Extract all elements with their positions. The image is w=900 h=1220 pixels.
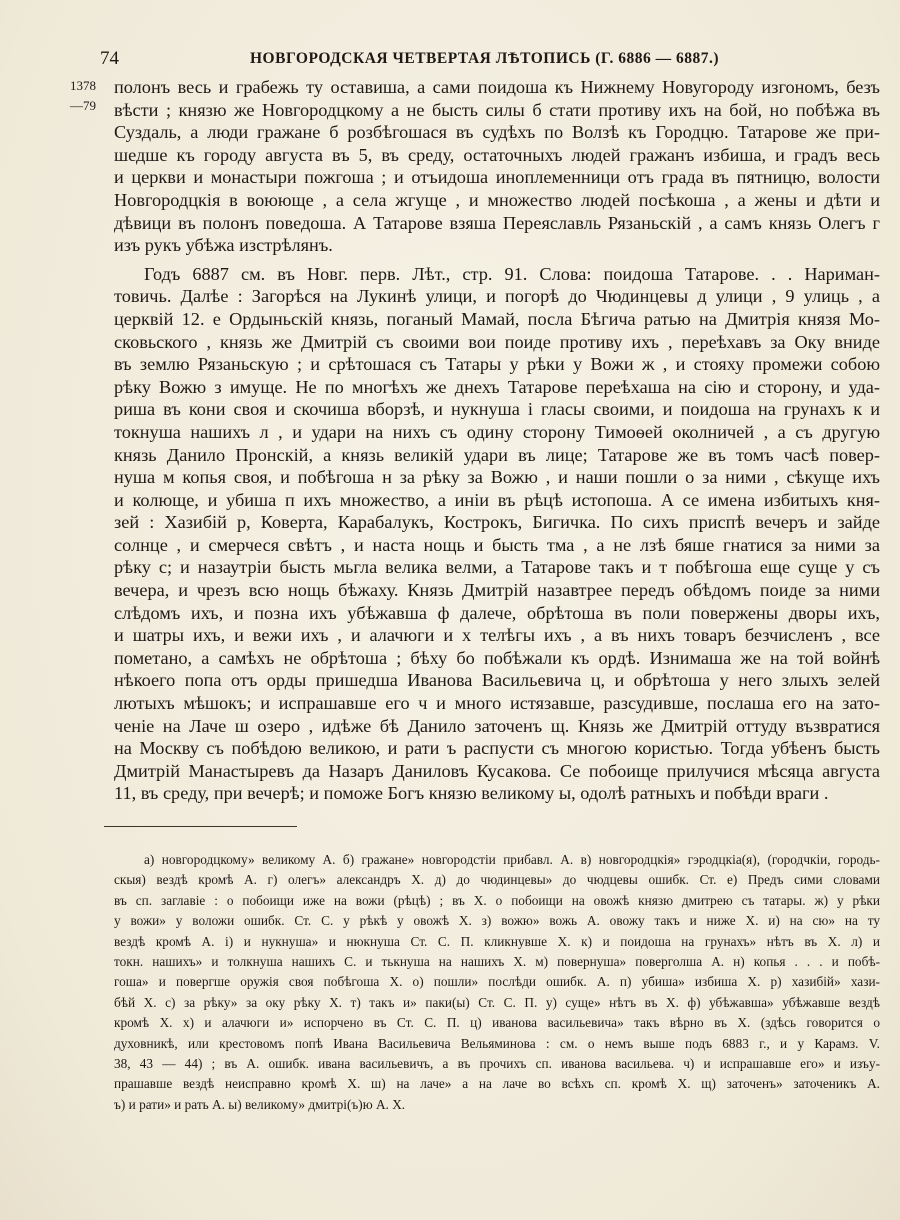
footnote-line: скыя) вездѣ кромѣ А. г) олегъ» александръ Х. д) до чюдинцевы» до чюдцевы ошибк. Ст. е) Предъ сими словами bbox=[114, 872, 880, 888]
text-line: ченіе на Лаче ш озеро , идѣже бѣ Данило заточенъ щ. Князь же Дмитрій оттуду възвратися bbox=[114, 715, 880, 736]
text-line: слѣдомъ ихъ, и позна ихъ убѣжавша ф далече, обрѣтоша въ поли повержены дворы ихъ, bbox=[114, 602, 880, 623]
text-line: нѣкоего попа отъ орды пришедша Иванова Васильевича ц, и обрѣтоша у него злыхъ зелей bbox=[114, 670, 880, 691]
text-line: зей : Хазибій р, Коверта, Карабалукъ, Кострокъ, Бигичка. По сихъ приспѣ вечеръ и зайде bbox=[114, 512, 880, 533]
footnote-line: ъ) и рати» и рать А. ы) великому» дмитрі(ъ)ю А. Х. bbox=[114, 1096, 406, 1112]
text-line: и колюще, и убиша п ихъ множество, а иніи въ рѣцѣ истопоша. А се имена избитыхъ кня- bbox=[114, 489, 880, 510]
text-line: 11, въ среду, при вечерѣ; и поможе Богъ князю великому ы, одолѣ ратныхъ и побѣди враги . bbox=[114, 783, 829, 804]
text-line: на Москву съ побѣдою великою, и рати ъ распусти съ многою користью. Тогда убѣенъ бысть bbox=[114, 738, 880, 759]
margin-year-top: 1378 bbox=[70, 78, 96, 93]
page-title: НОВГОРОДСКАЯ ЧЕТВЕРТАЯ ЛѢТОПИСЬ (Г. 6886 — 6887.) bbox=[250, 50, 720, 67]
text-line: шедше къ городу августа въ 5, въ среду, остаточныхъ людей гражанъ избиша, и градъ весь bbox=[114, 144, 880, 165]
text-line: и шатры ихъ, и вежи ихъ , и алачюги и х телѣгы ихъ , а въ нихъ товаръ безчисленъ , все bbox=[114, 625, 880, 646]
text-line: князь Данило Пронскій, а князь великій удари въ лице; Татарове же въ томъ часѣ повер- bbox=[114, 444, 880, 465]
text-line: вѣсти ; князю же Новгородцкому а не бысть силы б стати противу ихъ на бой, но побѣжа въ bbox=[114, 99, 880, 120]
text-line: рѣку с; и назаутріи бысть мьгла велика велми, а Татарове такъ и т побѣгоша еще суще у съ bbox=[114, 557, 880, 578]
text-line: риша въ кони своя и скочиша вборзѣ, и нукнуша і гласы своими, и поидоша на грунахъ к и bbox=[114, 399, 880, 420]
main-text bbox=[114, 76, 880, 805]
footnote-line: въ сп. заглавіе : о побоищи иже на вожи (рѣцѣ) ; въ Х. о побоищи на овожѣ князю дмитрею съ татары. ж) у рѣки bbox=[114, 892, 880, 908]
margin-year-bottom: —79 bbox=[70, 98, 96, 113]
text-line: лютыхъ мѣшокъ; и испрашавше его ч и много истязавше, разсудивше, послаша его на зато- bbox=[114, 693, 880, 714]
text-line: полонъ весь и грабежь ту оставиша, а сами поидоша къ Нижнему Новугороду изгономъ, безъ bbox=[114, 77, 880, 97]
text-line: нуша м копья своя, и побѣгоша н за рѣку за Вожю , и наши пошли о за ними , сѣкуще ихъ bbox=[114, 467, 880, 488]
text-line: товичь. Далѣе : Загорѣся на Лукинѣ улици, и погорѣ до Чюдинцевы д улици , 9 улиць , а bbox=[114, 286, 880, 307]
text-line: токнуша нашихъ л , и удари на нихъ съ одину сторону Тимоѳей околничей , а съ другую bbox=[114, 421, 880, 442]
text-line: Дмитрій Манастыревъ да Назаръ Даниловъ Кусакова. Се побоище прилучися мѣсяца августа bbox=[114, 760, 880, 781]
text-line: Новгородцкія в воююще , а села жгуще , и множество людей посѣкоша , а жены и дѣти и bbox=[114, 189, 880, 210]
footnote-line: 38, 43 — 44) ; въ А. ошибк. ивана васильевичъ, а въ прочихъ сп. иванова васильева. ч) и испрашавше его» и изъу- bbox=[114, 1055, 880, 1071]
text-line: вечера, и чрезъ всю нощь бѣжаху. Князь Дмитрій назавтрее передъ обѣдомъ поиде за ними bbox=[114, 580, 880, 601]
text-line: въ землю Рязаньскую ; и срѣтошася съ Татары у рѣки у Вожи ж , и стояху промежи собою bbox=[114, 354, 880, 375]
text-line: рѣку Вожю з имуще. Не по многѣхъ же днехъ Татарове переѣхаша на сію и сторону, и уда- bbox=[114, 376, 880, 397]
text-line: сковьского , князь же Дмитрій съ своими вои поиде противу ихъ , переѣхавъ за Оку вниде bbox=[114, 331, 880, 352]
text-line: Суздаль, а люди гражане б розбѣгошася въ судѣхъ по Волзѣ къ Городцю. Татарове же при- bbox=[114, 122, 880, 143]
footnote-line: духовникѣ, или крестовомъ попѣ Ивана Васильевича Вельяминова : см. о немъ выше подъ 6883 г., и у Карамз. V. bbox=[114, 1035, 880, 1051]
text-line: и церкви и монастыри пожгоша ; и отъидоша иноплеменници отъ града въ пятницю, волости bbox=[114, 167, 880, 188]
text-line: дѣвици въ полонъ поведоша. А Татарове взяша Переяславль Рязаньскій , а самъ князь Олегъ г bbox=[114, 212, 880, 233]
footnote-rule bbox=[104, 826, 297, 827]
text-line: изъ рукъ убѣжа изстрѣлянъ. bbox=[114, 235, 333, 256]
footnote-line: а) новгородцкому» великому А. б) гражане» новгородстіи прибавл. А. в) новгородцкія» гэродцкіа(я), (городчкіи, городь- bbox=[144, 852, 880, 867]
text-line: церквій 12. е Ордыньскій князь, поганый Мамай, посла Бѣгича ратью на Дмитрія князя Мо- bbox=[114, 308, 880, 329]
text-line: солнце , и смерчеся свѣтъ , и наста нощь и бысть тма , а не лзѣ бяше гнатися за ними за bbox=[114, 534, 880, 555]
page-number: 74 bbox=[100, 48, 119, 69]
footnote-line: вездѣ кромѣ А. і) и нукнуша» и нюкнуша Ст. С. П. кликнувше Х. к) и поидоша на грунахъ» нѣтъ въ Х. л) и bbox=[114, 933, 880, 949]
footnote-line: бѣй Х. с) за рѣку» за оку рѣку Х. т) такъ и» паки(ы) Ст. С. П. у) суще» нѣтъ въ Х. ф) убѣжавша» убѣжавше вездѣ bbox=[114, 994, 880, 1010]
footnote-line: прашавше вездѣ неисправно кромѣ Х. ш) на лаче» а на лаче во всѣхъ сп. кромѣ Х. щ) заточенъ» заточеникъ А. bbox=[114, 1076, 880, 1092]
running-head bbox=[100, 44, 800, 74]
footnote-line: кромѣ Х. х) и алачюги и» испорчено въ Ст. С. П. ц) иванова васильевича» такъ вѣрно въ Х. (здѣсь говорится о bbox=[114, 1015, 880, 1031]
footnote-line: у вожи» у воложи ошибк. Ст. С. у рѣкѣ у овожѣ Х. з) вожю» вожь А. овожу такъ и ниже Х. и) на сю» на ту bbox=[114, 913, 880, 929]
footnote-line: токн. нашихъ» и толкнуша нашихъ С. и тькнуша на нашихъ Х. м) повернуша» поверголша А. н) копья . . . и побѣ- bbox=[114, 953, 880, 969]
text-line: пометано, а самѣхъ не обрѣтоша ; бѣху бо побѣжали къ ордѣ. Изнимаша же на той войнѣ bbox=[114, 647, 880, 668]
text-line: Годъ 6887 см. въ Новг. перв. Лѣт., стр. 91. Слова: поидоша Татарове. . . Нариман- bbox=[144, 263, 880, 284]
footnote-line: гоша» и повергше оружія своя побѣгоша Х. о) пошли» послѣди ошибк. А. п) убиша» избиша Х. р) хазибій» хази- bbox=[114, 974, 880, 990]
footnotes bbox=[114, 850, 880, 1115]
